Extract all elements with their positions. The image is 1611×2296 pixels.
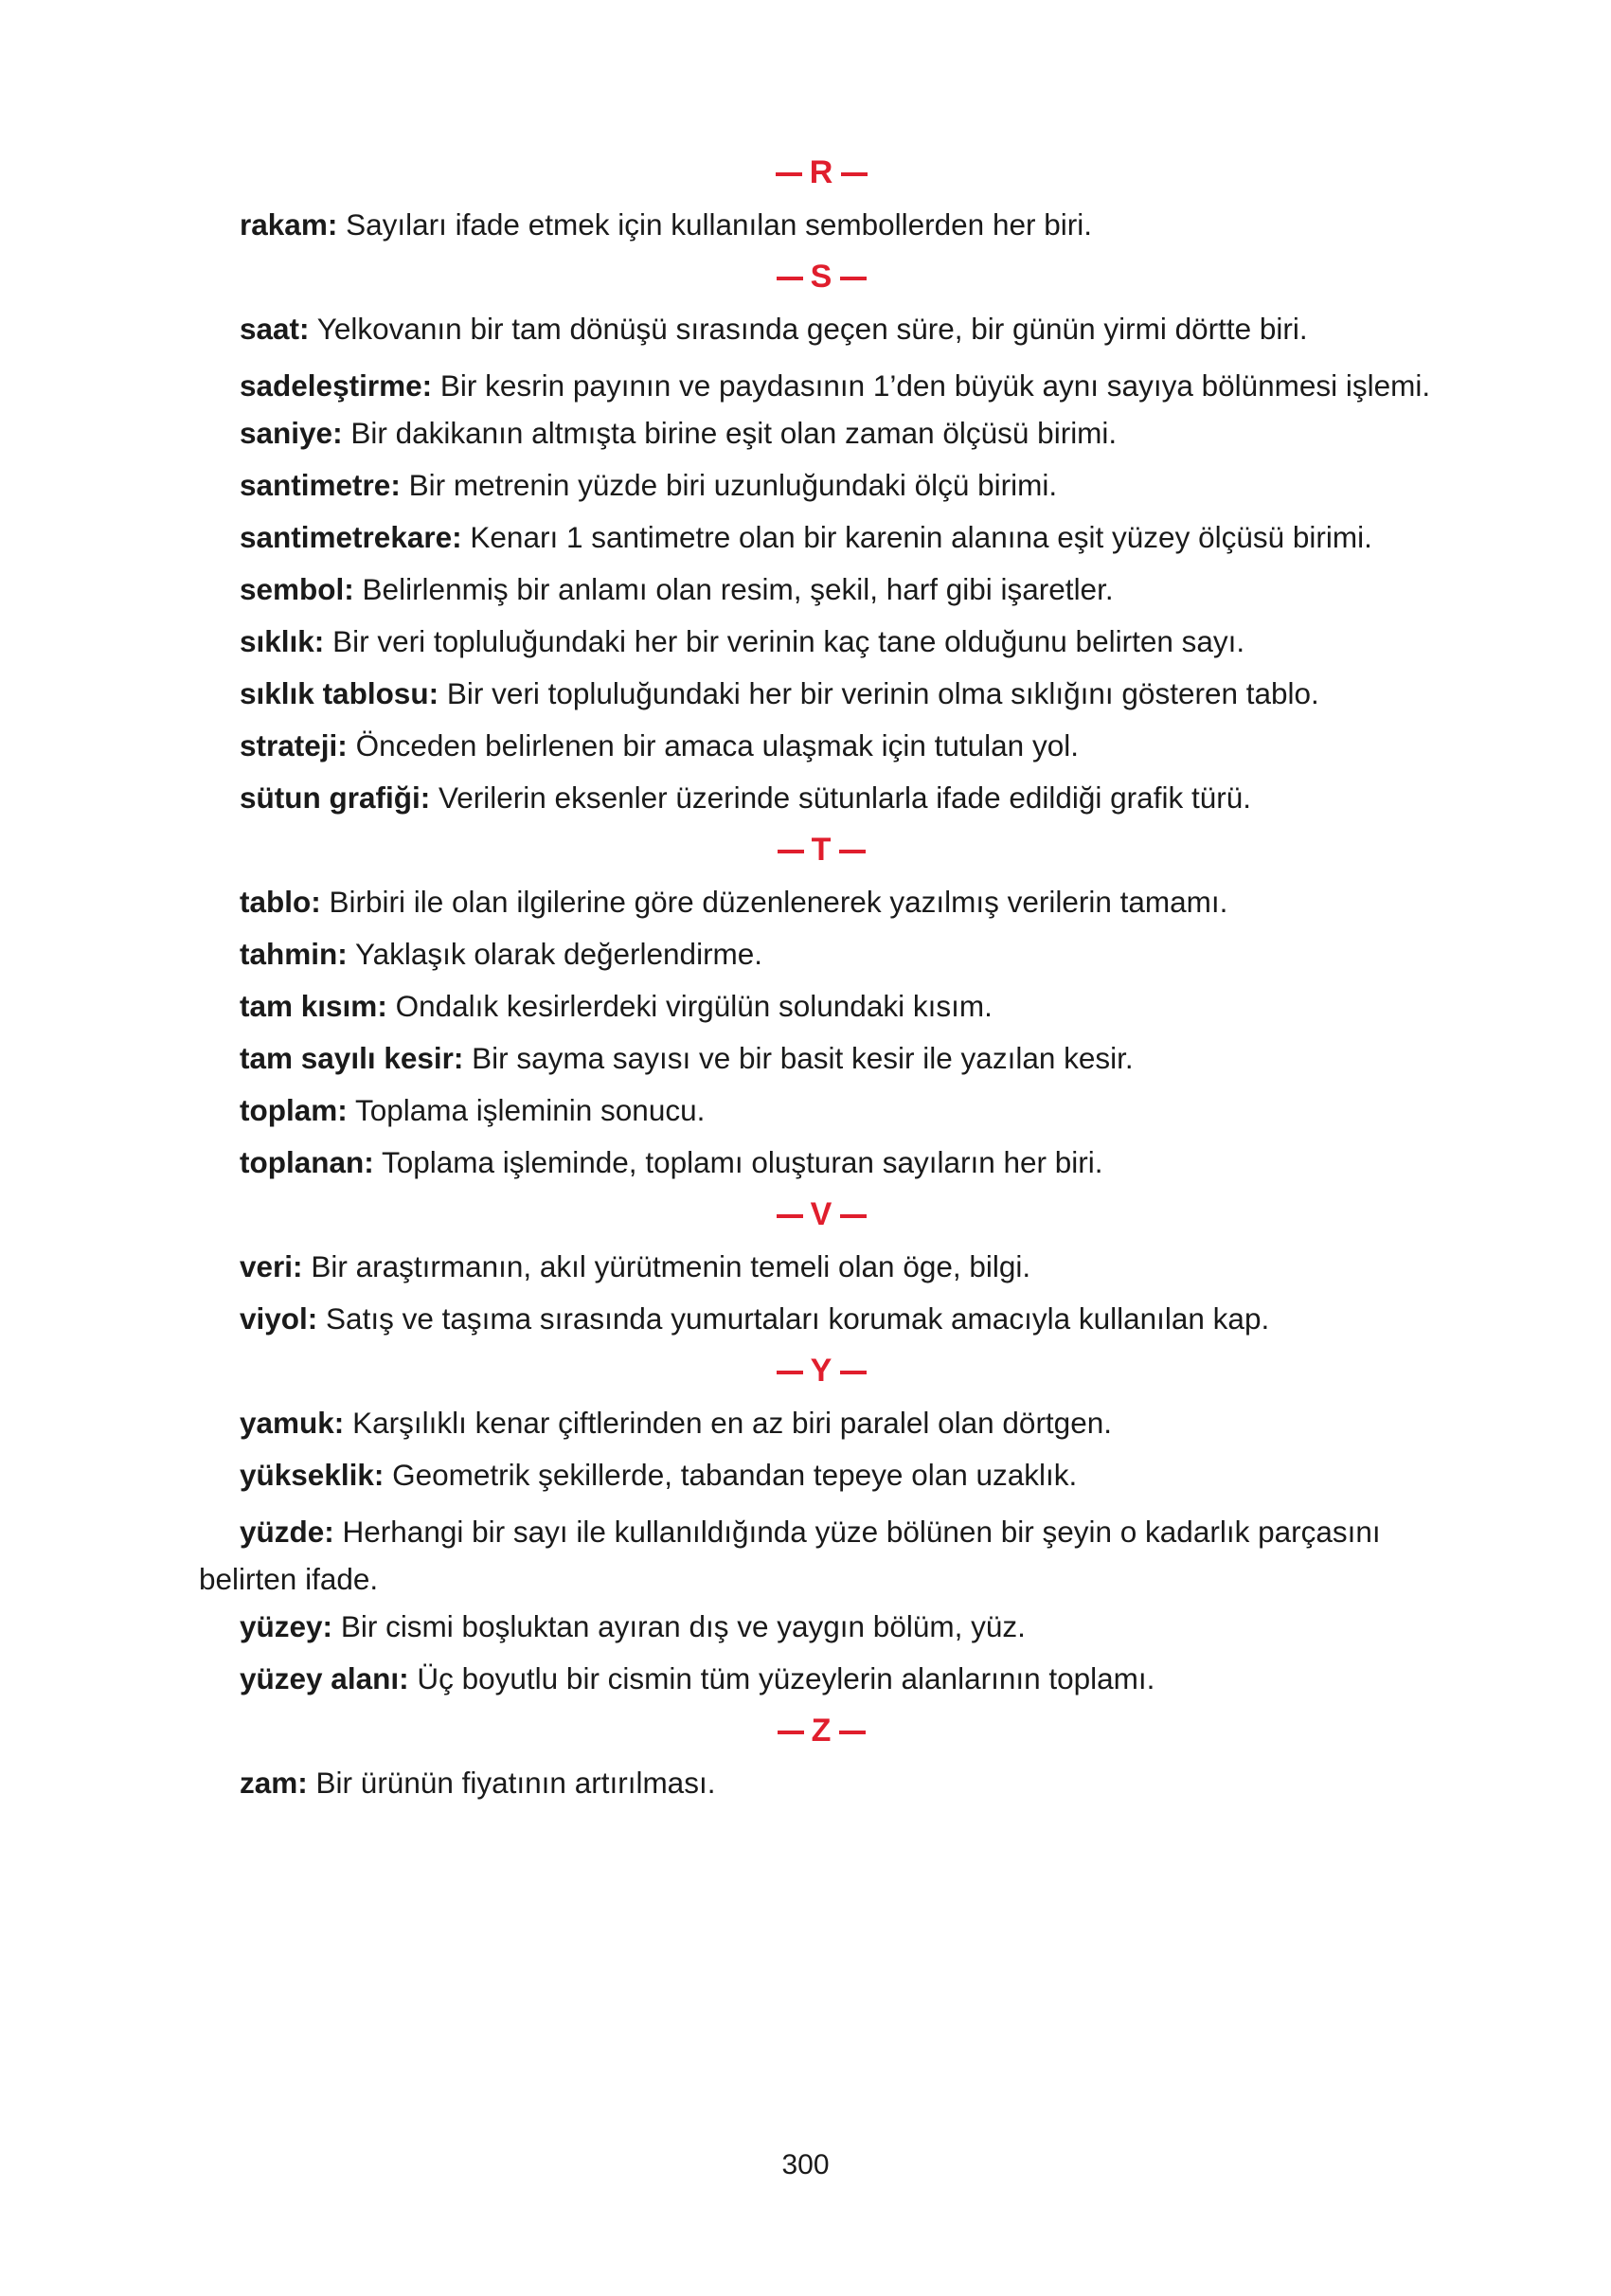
entry-definition: Toplama işleminde, toplamı oluşturan sayıların her biri. bbox=[381, 1145, 1103, 1179]
page-number: 300 bbox=[781, 2149, 830, 2180]
letter-heading-v: V bbox=[199, 1195, 1444, 1233]
entry-term: saat: bbox=[240, 312, 310, 346]
dash-left bbox=[777, 277, 803, 280]
dash-right bbox=[840, 1371, 867, 1374]
entry-term: sembol: bbox=[240, 572, 354, 606]
entry-definition: Bir kesrin payının ve paydasının 1’den büyük aynı sayıya bölünmesi işlemi. bbox=[439, 368, 1431, 403]
entry-term: yüzey: bbox=[240, 1609, 333, 1643]
dash-right bbox=[839, 1731, 866, 1734]
glossary-entry bbox=[199, 1508, 1444, 1603]
glossary-entry bbox=[199, 1300, 1444, 1337]
dash-left bbox=[778, 850, 804, 853]
glossary-entry bbox=[199, 1456, 1444, 1494]
entry-term: viyol: bbox=[240, 1301, 318, 1336]
entry-term: tablo: bbox=[240, 885, 321, 919]
glossary-entry bbox=[199, 1143, 1444, 1181]
dash-left bbox=[777, 1214, 803, 1218]
glossary-entry bbox=[199, 414, 1444, 452]
dash-left bbox=[776, 172, 802, 176]
dash-left bbox=[778, 1731, 804, 1734]
entry-definition: Kenarı 1 santimetre olan bir karenin alanına eşit yüzey ölçüsü birimi. bbox=[470, 520, 1372, 554]
dash-right bbox=[840, 277, 867, 280]
entry-definition: Bir cismi boşluktan ayıran dış ve yaygın bölüm, yüz. bbox=[340, 1609, 1026, 1643]
glossary-entry bbox=[199, 726, 1444, 764]
entry-term: toplanan: bbox=[240, 1145, 374, 1179]
glossary-entry bbox=[199, 779, 1444, 816]
entry-definition: Geometrik şekillerde, tabandan tepeye olan uzaklık. bbox=[392, 1458, 1078, 1492]
entry-definition: Bir araştırmanın, akıl yürütmenin temeli olan öge, bilgi. bbox=[311, 1249, 1031, 1283]
entry-term: sıklık tablosu: bbox=[240, 676, 439, 710]
glossary-entry bbox=[199, 622, 1444, 660]
entry-definition: Yelkovanın bir tam dönüşü sırasında geçen süre, bir günün yirmi dörtte biri. bbox=[316, 312, 1308, 346]
entry-term: zam: bbox=[240, 1766, 308, 1800]
entry-definition: Bir ürünün fiyatının artırılması. bbox=[315, 1766, 716, 1800]
glossary-entry bbox=[199, 362, 1444, 409]
entry-definition: Yaklaşık olarak değerlendirme. bbox=[354, 937, 763, 971]
entry-term: tam kısım: bbox=[240, 989, 387, 1023]
entry-definition: Bir veri topluluğundaki her bir verinin kaç tane olduğunu belirten sayı. bbox=[332, 624, 1245, 658]
glossary-entry bbox=[199, 1607, 1444, 1645]
dash-right bbox=[840, 1214, 867, 1218]
glossary-entry bbox=[199, 1764, 1444, 1802]
dash-right bbox=[839, 850, 866, 853]
dash-right bbox=[841, 172, 868, 176]
entry-term: rakam: bbox=[240, 207, 338, 242]
entry-definition: Sayıları ifade etmek için kullanılan sembollerden her biri. bbox=[346, 207, 1092, 242]
entry-definition: Bir dakikanın altmışta birine eşit olan zaman ölçüsü birimi. bbox=[350, 416, 1118, 450]
glossary-entry bbox=[199, 1404, 1444, 1442]
glossary-entry bbox=[199, 987, 1444, 1025]
glossary-entry bbox=[199, 206, 1444, 243]
entry-term: yüzey alanı: bbox=[240, 1661, 409, 1695]
letter-heading-t: T bbox=[199, 831, 1444, 869]
entry-definition: Belirlenmiş bir anlamı olan resim, şekil, harf gibi işaretler. bbox=[362, 572, 1114, 606]
dash-left bbox=[777, 1371, 803, 1374]
letter-heading-z: Z bbox=[199, 1712, 1444, 1749]
glossary-entry bbox=[199, 883, 1444, 921]
entry-definition: Bir metrenin yüzde biri uzunluğundaki ölçü birimi. bbox=[408, 468, 1058, 502]
entry-term: yükseklik: bbox=[240, 1458, 385, 1492]
entry-term: veri: bbox=[240, 1249, 303, 1283]
entry-definition: Üç boyutlu bir cismin tüm yüzeylerin alanlarının toplamı. bbox=[417, 1661, 1155, 1695]
entry-term: sadeleştirme: bbox=[240, 368, 433, 403]
entry-term: yamuk: bbox=[240, 1406, 345, 1440]
entry-term: santimetrekare: bbox=[240, 520, 462, 554]
glossary-entry bbox=[199, 466, 1444, 504]
entry-term: sütun grafiği: bbox=[240, 780, 431, 815]
entry-term: toplam: bbox=[240, 1093, 348, 1127]
glossary-entry bbox=[199, 518, 1444, 556]
entry-term: santimetre: bbox=[240, 468, 401, 502]
glossary-entry bbox=[199, 674, 1444, 712]
glossary-content bbox=[199, 153, 1444, 1816]
entry-term: yüzde: bbox=[240, 1515, 334, 1549]
entry-term: sıklık: bbox=[240, 624, 325, 658]
entry-definition: Bir sayma sayısı ve bir basit kesir ile yazılan kesir. bbox=[472, 1041, 1134, 1075]
entry-definition: Birbiri ile olan ilgilerine göre düzenlenerek yazılmış verilerin tamamı. bbox=[329, 885, 1228, 919]
entry-definition: Verilerin eksenler üzerinde sütunlarla ifade edildiği grafik türü. bbox=[439, 780, 1251, 815]
entry-definition: Bir veri topluluğundaki her bir verinin olma sıklığını gösteren tablo. bbox=[446, 676, 1319, 710]
glossary-entry bbox=[199, 570, 1444, 608]
entry-term: saniye: bbox=[240, 416, 343, 450]
letter-heading-r: R bbox=[199, 153, 1444, 191]
glossary-entry bbox=[199, 1091, 1444, 1129]
glossary-entry bbox=[199, 1659, 1444, 1697]
entry-definition: Satış ve taşıma sırasında yumurtaları korumak amacıyla kullanılan kap. bbox=[326, 1301, 1270, 1336]
entry-term: tam sayılı kesir: bbox=[240, 1041, 464, 1075]
letter-heading-s: S bbox=[199, 258, 1444, 296]
glossary-entry bbox=[199, 935, 1444, 973]
entry-definition: Ondalık kesirlerdeki virgülün solundaki kısım. bbox=[395, 989, 993, 1023]
entry-definition: Karşılıklı kenar çiftlerinden en az biri paralel olan dörtgen. bbox=[352, 1406, 1112, 1440]
glossary-entry bbox=[199, 1247, 1444, 1285]
entry-term: strateji: bbox=[240, 728, 348, 762]
letter-heading-y: Y bbox=[199, 1352, 1444, 1390]
entry-definition: Önceden belirlenen bir amaca ulaşmak için tutulan yol. bbox=[355, 728, 1079, 762]
entry-definition: Herhangi bir sayı ile kullanıldığında yüze bölünen bir şeyin o kadarlık parçasını belirten ifade. bbox=[199, 1515, 1381, 1596]
entry-definition: Toplama işleminin sonucu. bbox=[354, 1093, 706, 1127]
glossary-entry bbox=[199, 1039, 1444, 1077]
entry-term: tahmin: bbox=[240, 937, 348, 971]
glossary-entry bbox=[199, 310, 1444, 348]
